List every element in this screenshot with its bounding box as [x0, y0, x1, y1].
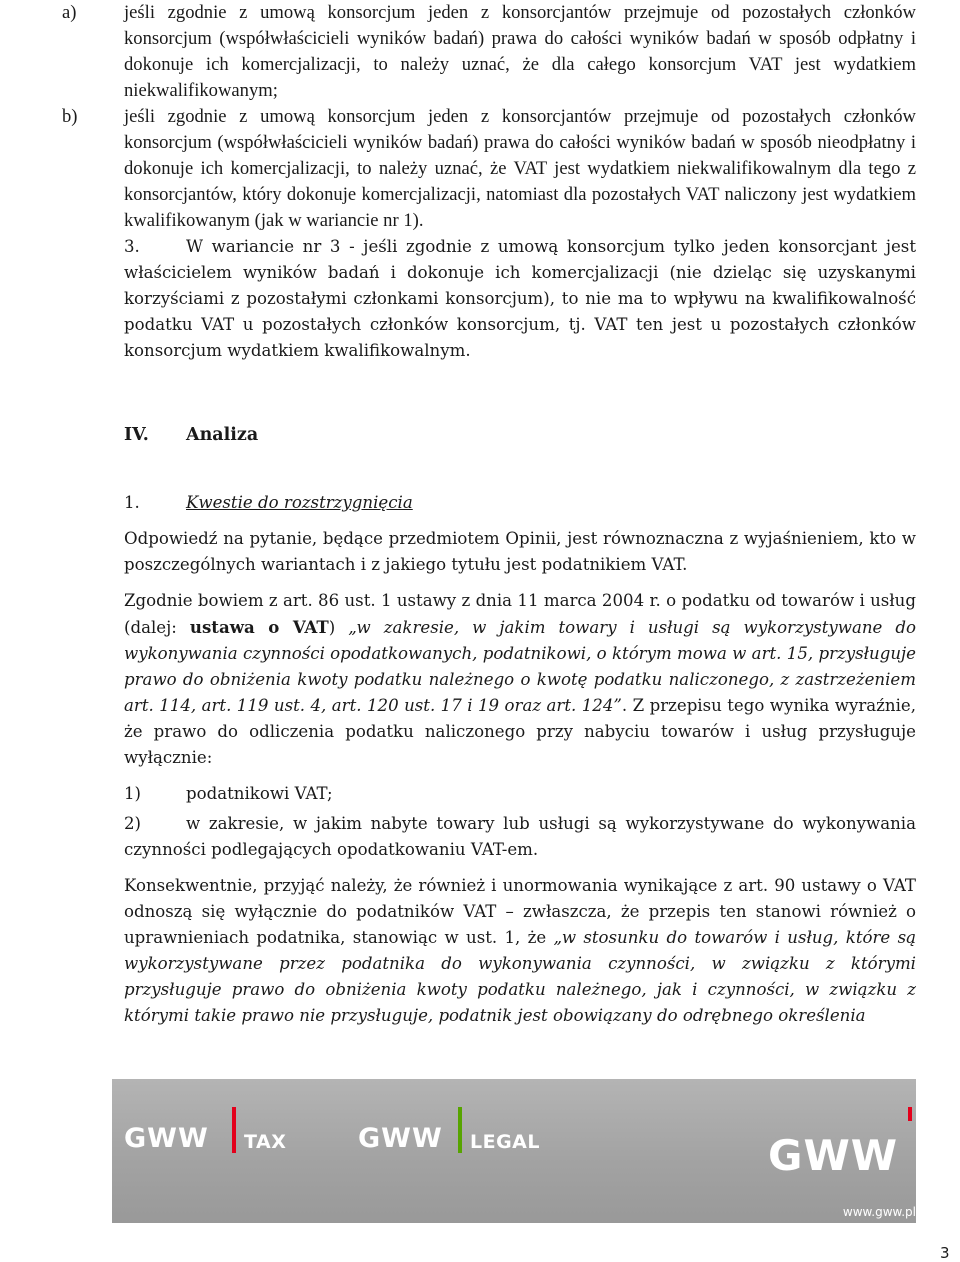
section-title: Analiza	[186, 425, 259, 445]
variant-3-paragraph	[124, 234, 916, 364]
list-marker: 1)	[124, 784, 142, 803]
logo-name: GWW	[358, 1123, 443, 1154]
list-item-a	[62, 0, 916, 104]
logo-accent-bar	[908, 1107, 912, 1121]
logo-suffix: TAX	[244, 1131, 287, 1153]
logo-accent-bar	[232, 1107, 236, 1153]
list-item-text: jeśli zgodnie z umową konsorcjum jeden z konsorcjantów przejmuje od pozostałych członków konsorcjum (współwłaścicieli wyników badań) prawa do całości wyników badań w sposób nieodpłatny i dokonuje ich komercjalizacji, to należy uznać, że VAT jest wydatkiem niekwalifikowalnym dla tego z konsorcjantów, który dokonuje komercjalizacji, natomiast dla pozostałych VAT naliczony jest wydatkiem kwalifikowanym (jak w wariancie nr 1).	[124, 106, 916, 231]
subsection-title: Kwestie do rozstrzygnięcia	[186, 493, 413, 512]
page-number: 3	[940, 1244, 950, 1262]
text-run: )	[328, 618, 349, 637]
logo-name: GWW	[124, 1123, 209, 1154]
text-run: Konsekwentnie, przyjąć należy, że również i unormowania wynikające z art. 90 ustawy o VAT odnoszą się wyłącznie do podatników VAT – zwłaszcza, że przepis ten stanowi również o uprawnieniach podatnika, stanowiąc w ust. 1, że	[124, 876, 916, 947]
text-run: . Z przepisu tego wynika wyraźnie, że prawo do odliczenia podatku naliczonego przy nabyciu towarów i usług przysługuje wyłącznie:	[124, 696, 916, 767]
list-marker: b)	[62, 106, 78, 127]
list-item-b	[62, 104, 916, 234]
website-url[interactable]: www.gww.pl	[842, 1205, 916, 1219]
subsection-number: 1.	[124, 493, 140, 512]
paragraph-art86	[124, 588, 916, 771]
defined-term: ustawa o VAT	[189, 617, 329, 637]
logo-name: GWW	[768, 1131, 899, 1180]
paragraph-question: Odpowiedź na pytanie, będące przedmiotem Opinii, jest równoznaczna z wyjaśnieniem, kto w poszczególnych wariantach i z jakiego tytułu jest podatnikiem VAT.	[124, 529, 916, 574]
list-item-text: podatnikowi VAT;	[186, 784, 333, 803]
statute-quote: „w zakresie, w jakim towary i usługi są wykorzystywane do wykonywania czynności opodatkowanych, podatnikowi, o którym mowa w art. 15, przysługuje prawo do obniżenia kwoty podatku należnego o kwotę podatku naliczonego, z zastrzeżeniem art. 114, art. 119 ust. 4, art. 120 ust. 17 i 19 oraz art. 124”	[124, 618, 917, 715]
gww-tax-logo	[124, 1123, 287, 1154]
section-number: IV.	[124, 425, 149, 445]
logo-accent-bar	[458, 1107, 462, 1153]
text-run: Zgodnie bowiem z art. 86 ust. 1 ustawy z dnia 11 marca 2004 r. o podatku od towarów i usług (dalej:	[124, 591, 916, 637]
section-heading	[124, 422, 916, 448]
document-body	[62, 0, 917, 1029]
logo-suffix: LEGAL	[470, 1131, 540, 1153]
list-marker: a)	[62, 2, 77, 23]
paragraph-art90	[124, 873, 916, 1029]
gww-main-logo	[768, 1131, 898, 1180]
list-marker: 3.	[124, 237, 140, 256]
list-item-1	[124, 781, 916, 807]
list-item-text: jeśli zgodnie z umową konsorcjum jeden z konsorcjantów przejmuje od pozostałych członków konsorcjum (współwłaścicieli wyników badań) prawa do całości wyników badań w sposób odpłatny i dokonuje ich komercjalizacji, to należy uznać, że dla całego konsorcjum VAT jest wydatkiem niekwalifikowanym;	[124, 2, 916, 101]
subsection-heading	[124, 490, 916, 516]
statute-quote: „w stosunku do towarów i usług, które są wykorzystywane przez podatnika do wykonywania czynności, w związku z którymi przysługuje prawo do obniżenia kwoty podatku należnego, jak i czynności, w związku z którymi takie prawo nie przysługuje, podatnik jest obowiązany do odrębnego określenia	[124, 928, 916, 1025]
list-marker: 2)	[124, 814, 142, 833]
list-item-text: w zakresie, w jakim nabyte towary lub usługi są wykorzystywane do wykonywania czynności podlegających opodatkowaniu VAT-em.	[124, 814, 916, 859]
footer-band	[112, 1079, 916, 1223]
gww-legal-logo	[358, 1123, 540, 1154]
list-item-2	[124, 811, 916, 863]
list-item-text: W wariancie nr 3 - jeśli zgodnie z umową konsorcjum tylko jeden konsorcjant jest właścicielem wyników badań i dokonuje ich komercjalizacji (nie dzieląc się uzyskanymi korzyściami z pozostałymi członkami konsorcjum), to nie ma to wpływu na kwalifikowalność podatku VAT u pozostałych członków konsorcjum, tj. VAT ten jest u pozostałych członków konsorcjum wydatkiem kwalifikowalnym.	[124, 237, 916, 360]
